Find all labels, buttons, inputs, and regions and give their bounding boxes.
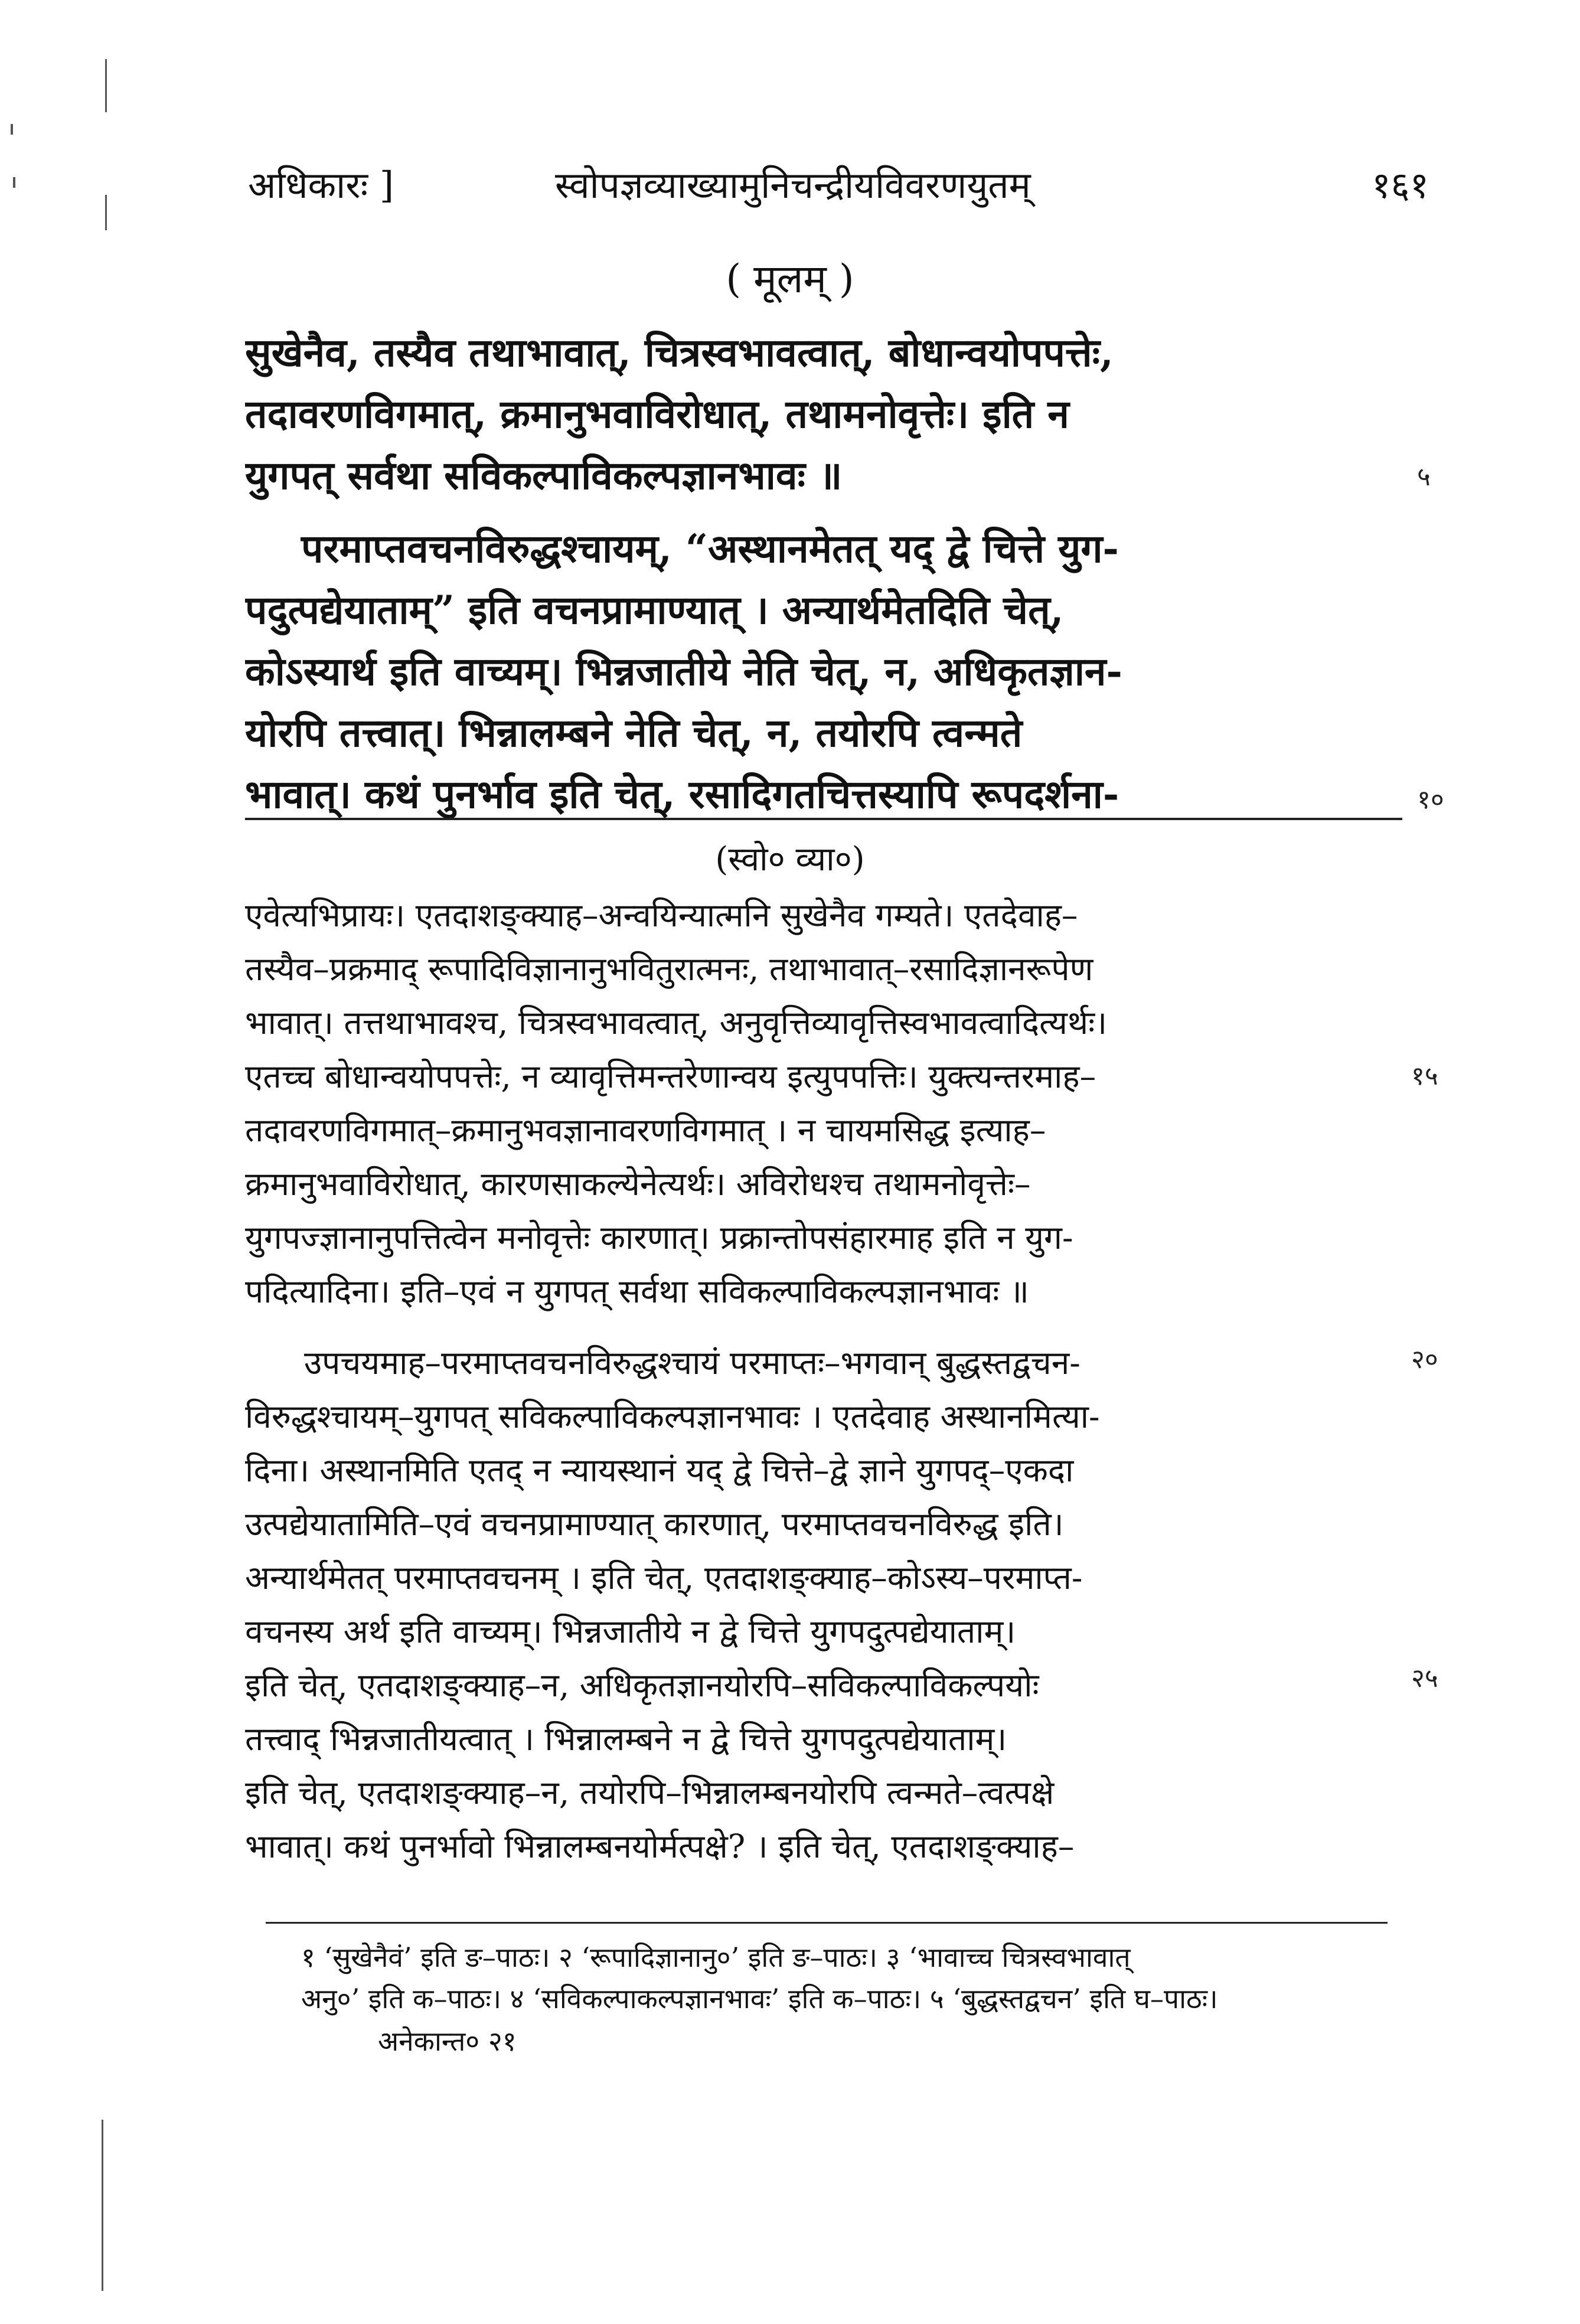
commentary-line: तदावरणविगमात्–क्रमानुभवज्ञानावरणविगमात् । न चायमसिद्ध इत्याह–	[245, 1111, 1046, 1149]
commentary-line: भावात्। कथं पुनर्भावो भिन्नालम्बनयोर्मत्पक्षे? । इति चेत्, एतदाशङ्क्याह–	[245, 1827, 1075, 1865]
footnote-line: अनु०’ इति क–पाठः। ४ ‘सविकल्पाकल्पज्ञानभावः’ इति क–पाठः। ५ ‘बुद्धस्तद्वचन’ इति घ–पाठः।	[301, 1983, 1218, 2015]
left-margin-line	[102, 2120, 103, 2291]
chapter-label: अधिकारः ]	[248, 164, 394, 207]
footnotes	[301, 1937, 1423, 2019]
commentary-line: तत्त्वाद् भिन्नजातीयत्वात् । भिन्नालम्बने न द्वे चित्ते युगपदुत्पद्येयाताम्।	[245, 1720, 1007, 1758]
footnote-divider	[266, 1922, 1388, 1924]
commentary-line: उपचयमाह–परमाप्तवचनविरुद्धश्चायं परमाप्तः–भगवान् बुद्धस्तद्वचन-	[304, 1344, 1080, 1382]
line-number: १५	[1411, 1061, 1438, 1091]
commentary-line: उत्पद्येयातामिति–एवं वचनप्रामाण्यात् कारणात्, परमाप्तवचनविरुद्ध इति।	[245, 1505, 1064, 1543]
running-title: स्वोपज्ञव्याख्यामुनिचन्द्रीयविवरणयुतम्	[555, 164, 1031, 207]
commentary-heading: (स्वो० व्या०)	[715, 840, 865, 879]
page-number: १६१	[1372, 164, 1429, 207]
left-margin-line	[105, 59, 107, 112]
commentary-line: तस्यैव–प्रक्रमाद् रूपादिविज्ञानानुभवितुरात्मनः, तथाभावात्–रसादिज्ञानरूपेण	[245, 950, 1093, 988]
mula-line: परमाप्तवचनविरुद्धश्चायम्, “अस्थानमेतत् यद् द्वे चित्ते युग-	[301, 525, 1119, 572]
commentary-line: क्रमानुभवाविरोधात्, कारणसाकल्येनेत्यर्थः। अविरोधश्च तथामनोवृत्तेः–	[245, 1165, 1031, 1203]
line-number: २५	[1411, 1663, 1438, 1693]
footnote-line: १ ‘सुखेनैवं’ इति ङ–पाठः। २ ‘रूपादिज्ञानानु०’ इति ङ–पाठः। ३ ‘भावाच्च चित्रस्वभावात्	[301, 1941, 1131, 1973]
left-margin-mark	[13, 177, 15, 188]
mula-text	[245, 322, 1402, 825]
mula-line: युगपत् सर्वथा सविकल्पाविकल्पज्ञानभावः ॥	[245, 452, 843, 498]
commentary-line: अन्यार्थमेतत् परमाप्तवचनम् । इति चेत्, एतदाशङ्क्याह–कोऽस्य–परमाप्त-	[245, 1559, 1083, 1597]
mula-line: कोऽस्यार्थ इति वाच्यम्। भिन्नजातीये नेति चेत्, न, अधिकृतज्ञान-	[245, 648, 1122, 694]
commentary-line: इति चेत्, एतदाशङ्क्याह–न, तयोरपि–भिन्नालम्बनयोरपि त्वन्मते–त्वत्पक्षे	[245, 1774, 1055, 1811]
mula-heading: ( मूलम् )	[726, 256, 854, 302]
commentary-line: दिना। अस्थानमिति एतद् न न्यायस्थानं यद् द्वे चित्ते–द्वे ज्ञाने युगपद्–एकदा	[245, 1451, 1074, 1489]
left-margin-line	[105, 195, 107, 230]
commentary-line: वचनस्य अर्थ इति वाच्यम्। भिन्नजातीये न द्वे चित्ते युगपदुत्पद्येयाताम्।	[245, 1613, 1016, 1650]
signature-mark: अनेकान्त० २१	[378, 2025, 517, 2057]
line-number: १०	[1417, 785, 1444, 815]
mula-line: पदुत्पद्येयाताम्” इति वचनप्रामाण्यात् । अन्यार्थमेतदिति चेत्,	[245, 587, 1064, 633]
mula-line: भावात्। कथं पुनर्भाव इति चेत्, रसादिगतचित्तस्यापि रूपदर्शना-	[245, 771, 1119, 817]
mula-line: सुखेनैव, तस्यैव तथाभावात्, चित्रस्वभावत्वात्, बोधान्वयोपपत्तेः,	[245, 329, 1114, 376]
section-divider	[245, 818, 1402, 820]
line-number: ५	[1417, 462, 1431, 492]
commentary-line: इति चेत्, एतदाशङ्क्याह–न, अधिकृतज्ञानयोरपि–सविकल्पाविकल्पयोः	[245, 1666, 1039, 1704]
commentary-line: एतच्च बोधान्वयोपपत्तेः, न व्यावृत्तिमन्तरेणान्वय इत्युपपत्तिः। युक्त्यन्तरमाह–	[245, 1057, 1096, 1095]
commentary-text	[245, 889, 1402, 1873]
commentary-line: एवेत्यभिप्रायः। एतदाशङ्क्याह–अन्वयिन्यात्मनि सुखेनैव गम्यते। एतदेवाह–	[245, 896, 1078, 934]
commentary-line: भावात्। तत्तथाभावश्च, चित्रस्वभावत्वात्, अनुवृत्तिव्यावृत्तिस्वभावत्वादित्यर्थः।	[245, 1004, 1108, 1042]
commentary-line: विरुद्धश्चायम्–युगपत् सविकल्पाविकल्पज्ञानभावः । एतदेवाह अस्थानमित्या-	[245, 1398, 1100, 1435]
running-header	[248, 159, 1429, 213]
mula-line: तदावरणविगमात्, क्रमानुभवाविरोधात्, तथामनोवृत्तेः। इति न	[245, 391, 1069, 437]
commentary-line: युगपज्ज्ञानानुपत्तित्वेन मनोवृत्तेः कारणात्। प्रक्रान्तोपसंहारमाह इति न युग-	[245, 1219, 1073, 1256]
left-margin-mark	[11, 124, 13, 135]
commentary-line: पदित्यादिना। इति–एवं न युगपत् सर्वथा सविकल्पाविकल्पज्ञानभावः ॥	[245, 1272, 1029, 1310]
line-number: २०	[1411, 1344, 1438, 1375]
mula-line: योरपि तत्त्वात्। भिन्नालम्बने नेति चेत्, न, तयोरपि त्वन्मते	[245, 710, 1023, 756]
